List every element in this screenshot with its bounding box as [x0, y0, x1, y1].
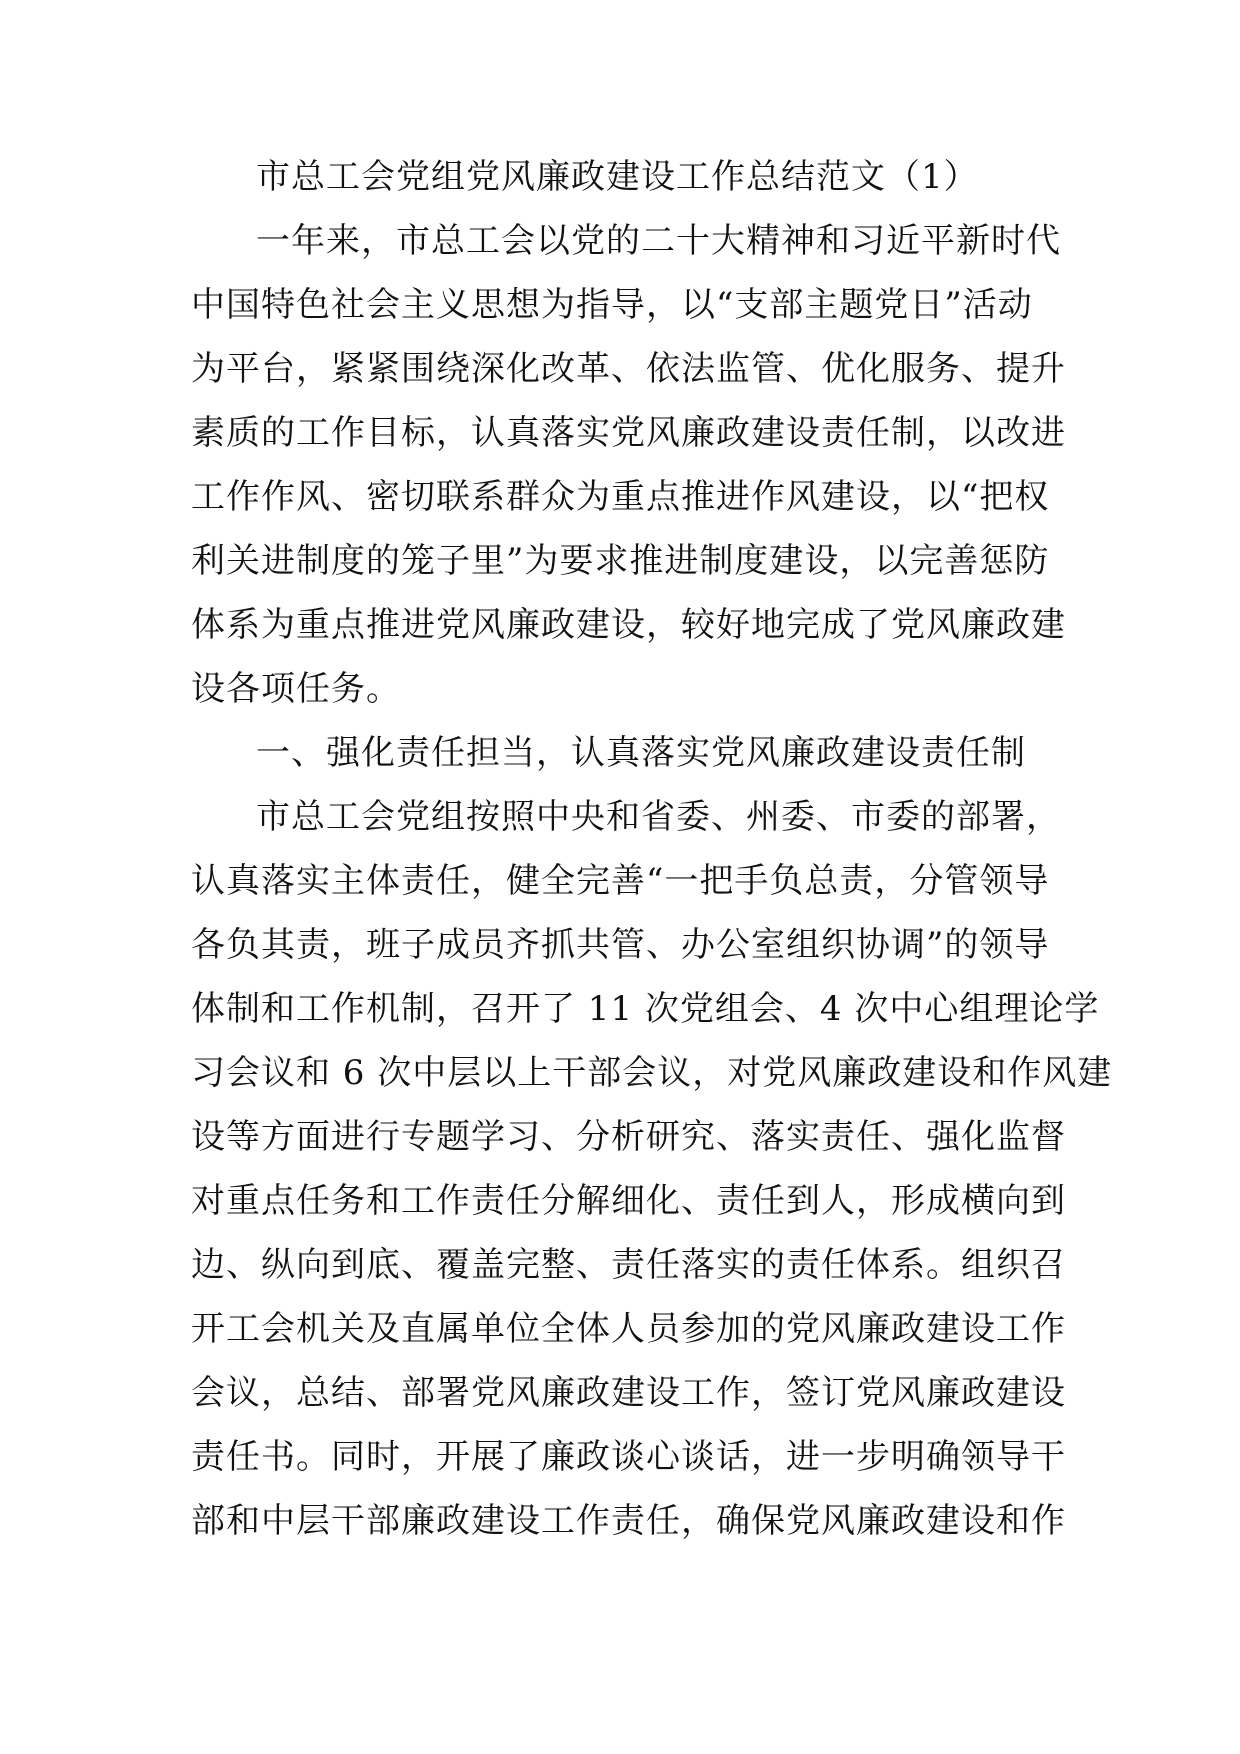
paragraph-line: 设各项任务。 [191, 669, 401, 709]
paragraph-line: 对重点任务和工作责任分解细化、责任到人，形成横向到 [191, 1181, 1066, 1221]
paragraph-line: 工作作风、密切联系群众为重点推进作风建设，以“把权 [191, 477, 1050, 517]
paragraph-line: 习会议和 6 次中层以上干部会议，对党风廉政建设和作风建 [191, 1053, 1113, 1093]
document-title: 市总工会党组党风廉政建设工作总结范文（1） [256, 157, 979, 197]
paragraph-line: 中国特色社会主义思想为指导，以“支部主题党日”活动 [191, 285, 1033, 325]
section-heading: 一、强化责任担当，认真落实党风廉政建设责任制 [256, 733, 1026, 773]
paragraph-line: 体系为重点推进党风廉政建设，较好地完成了党风廉政建 [191, 605, 1066, 645]
paragraph-line: 为平台，紧紧围绕深化改革、依法监管、优化服务、提升 [191, 349, 1066, 389]
paragraph-line: 边、纵向到底、覆盖完整、责任落实的责任体系。组织召 [191, 1245, 1066, 1285]
paragraph-line: 利关进制度的笼子里”为要求推进制度建设，以完善惩防 [191, 541, 1050, 581]
paragraph-line: 市总工会党组按照中央和省委、州委、市委的部署， [256, 797, 1061, 837]
paragraph-line: 各负其责，班子成员齐抓共管、办公室组织协调”的领导 [191, 925, 1050, 965]
paragraph-line: 开工会机关及直属单位全体人员参加的党风廉政建设工作 [191, 1309, 1066, 1349]
paragraph-line: 责任书。同时，开展了廉政谈心谈话，进一步明确领导干 [191, 1437, 1066, 1477]
paragraph-line: 一年来，市总工会以党的二十大精神和习近平新时代 [256, 221, 1061, 261]
paragraph-line: 设等方面进行专题学习、分析研究、落实责任、强化监督 [191, 1117, 1066, 1157]
paragraph-line: 部和中层干部廉政建设工作责任，确保党风廉政建设和作 [191, 1501, 1066, 1541]
paragraph-line: 素质的工作目标，认真落实党风廉政建设责任制，以改进 [191, 413, 1066, 453]
paragraph-line: 认真落实主体责任，健全完善“一把手负总责，分管领导 [191, 861, 1050, 901]
paragraph-line: 会议，总结、部署党风廉政建设工作，签订党风廉政建设 [191, 1373, 1066, 1413]
paragraph-line: 体制和工作机制，召开了 11 次党组会、4 次中心组理论学 [191, 989, 1100, 1029]
